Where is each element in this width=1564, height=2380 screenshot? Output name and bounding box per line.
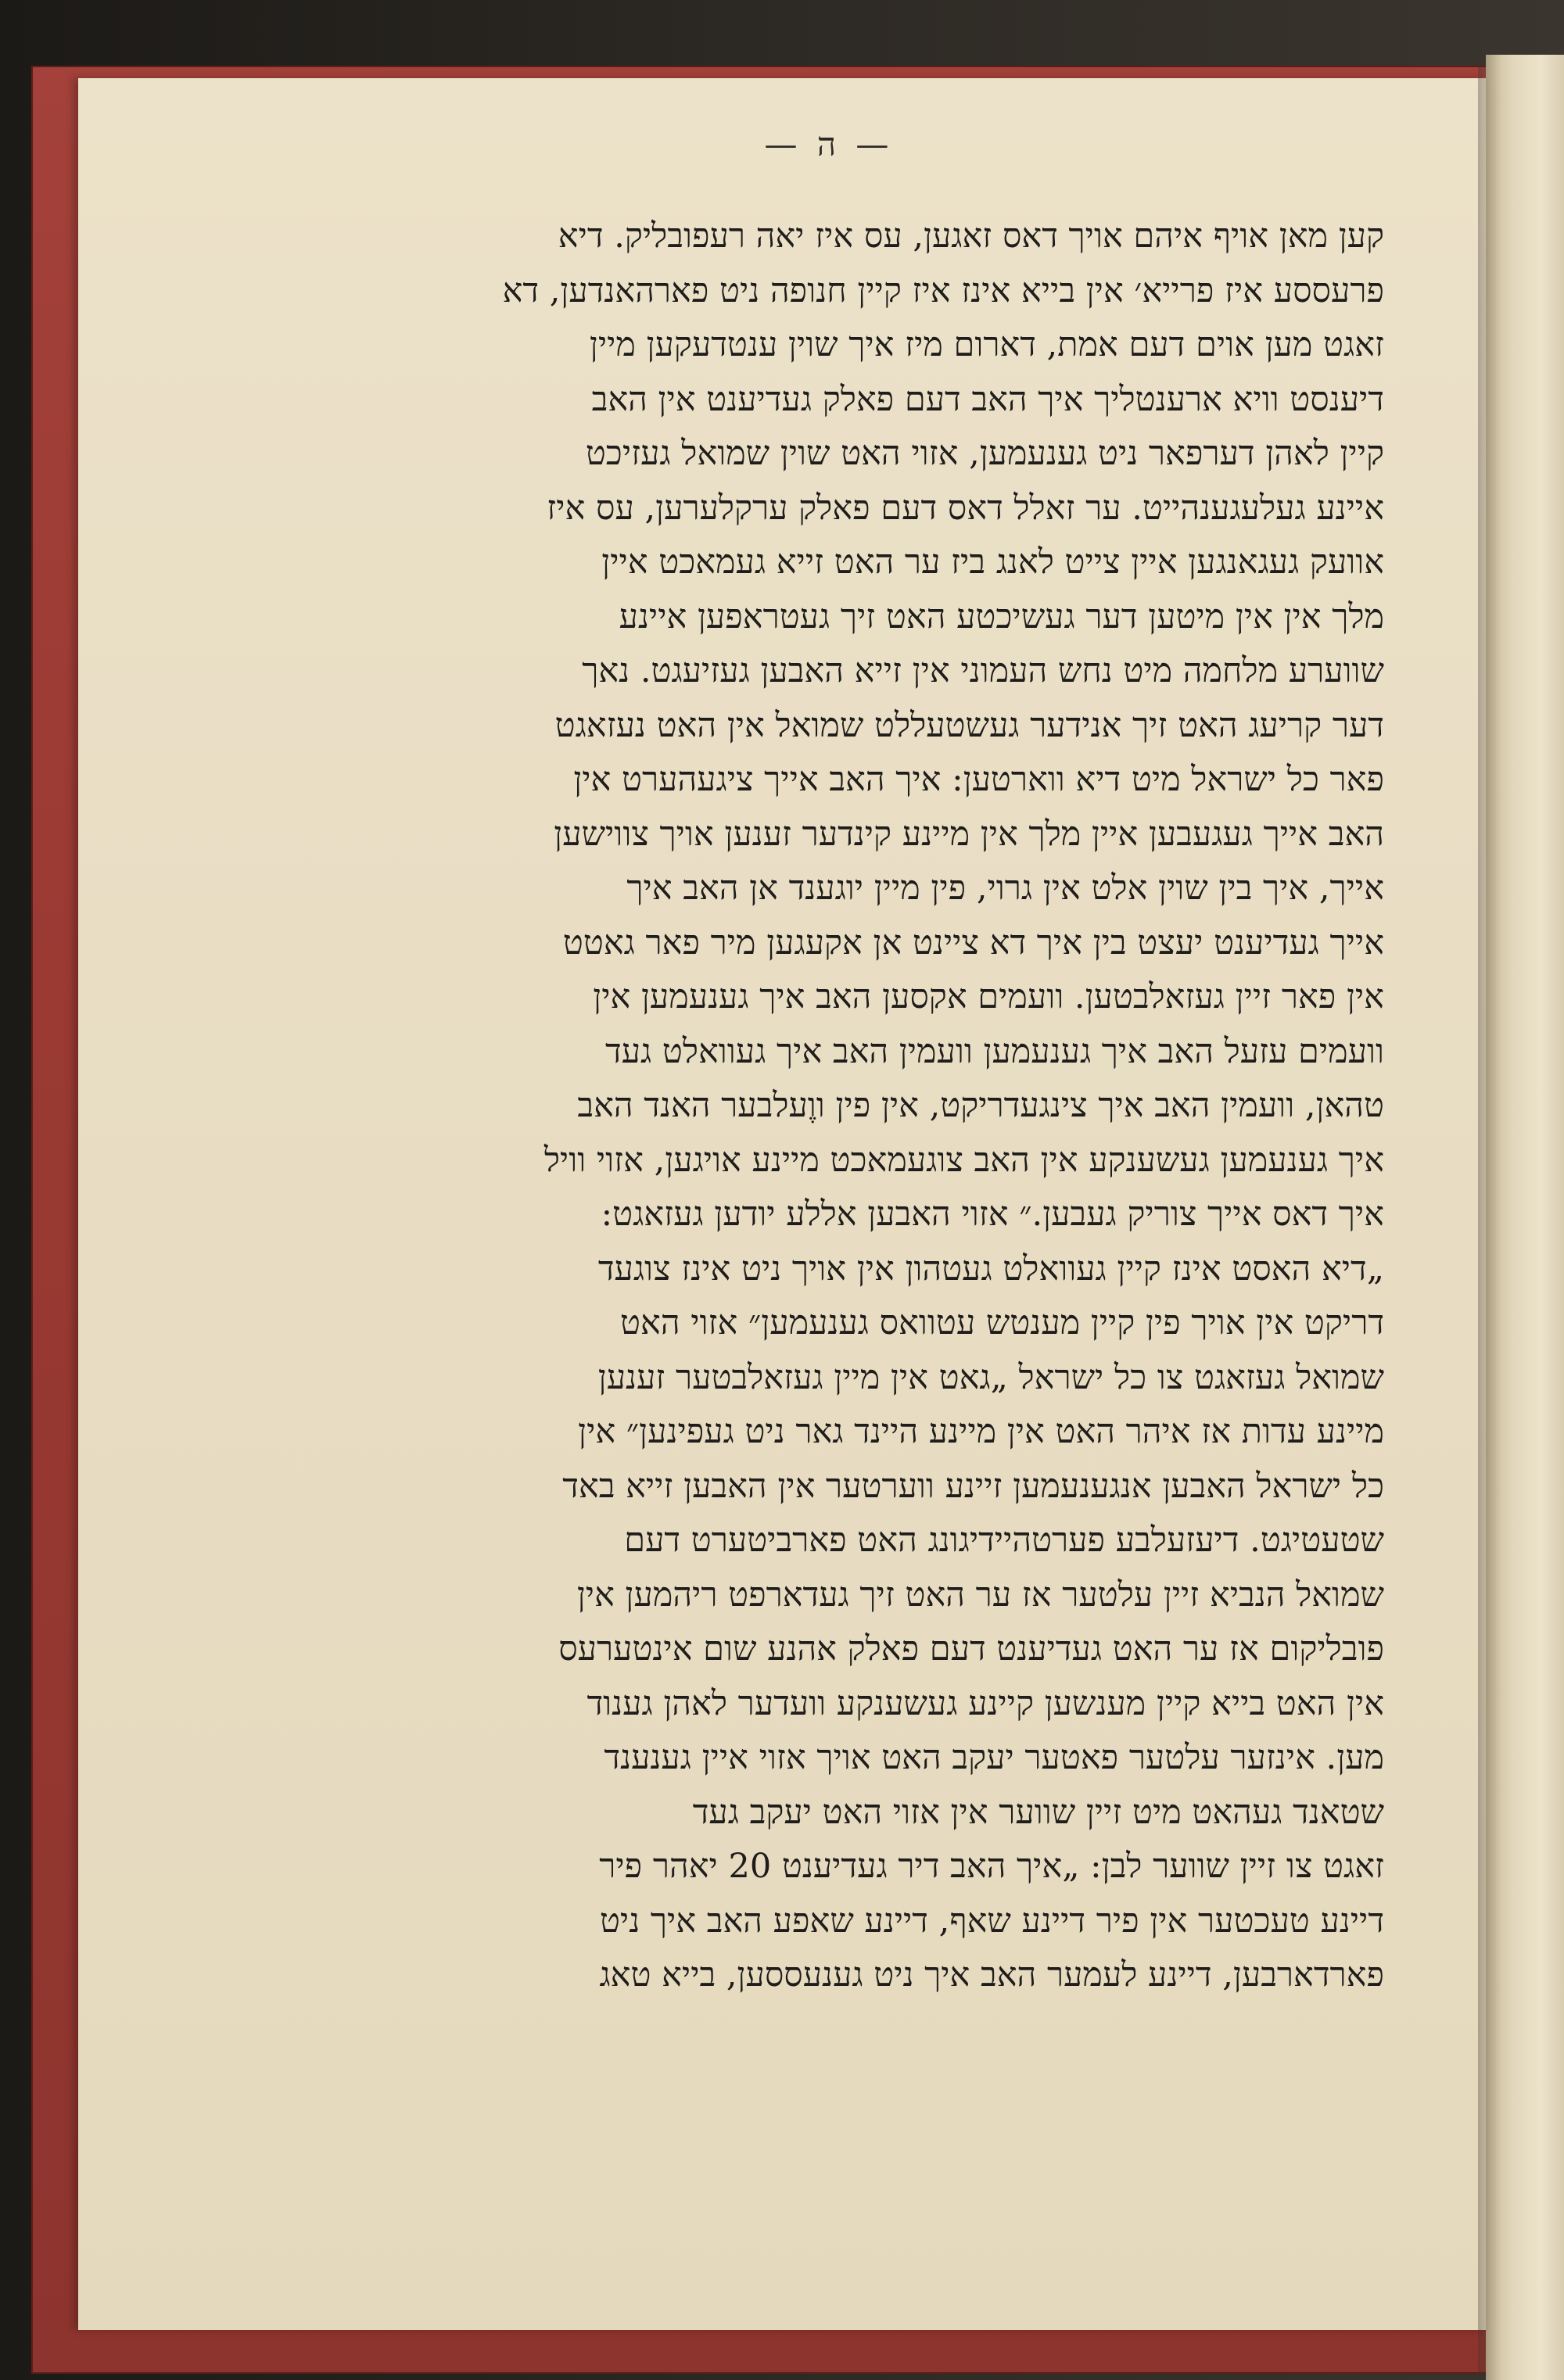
- text-line: דיינע טעכטער אין פיר דיינע שאף, דיינע שאפע האב איך ניט: [599, 1901, 1384, 1941]
- text-line: פארדארבען, דיינע לעמער האב איך ניט גענעססען, בייא טאג: [599, 1955, 1384, 1995]
- text-line: אין האט בייא קיין מענשען קיינע געשענקע וועדער לאהן גענוד: [586, 1683, 1384, 1723]
- text-line: זאגט מען אוים דעם אמת, דארום מיז איך שוין ענטדעקען מיין: [589, 325, 1384, 364]
- text-line: כל ישראל האבען אנגענעמען זיינע ווערטער אין האבען זייא באד: [562, 1466, 1384, 1506]
- text-line: האב אייך געגעבען איין מלך אין מיינע קינדער זענען אויך צווישען: [554, 814, 1384, 854]
- text-line: שווערע מלחמה מיט נחש העמוני אין זייא האבען געזיעגט. נאך: [582, 651, 1384, 690]
- binding-shadow: [1478, 55, 1501, 2380]
- text-line: מלך אין אין מיטען דער געשיכטע האט זיך געטראפען איינע: [619, 597, 1384, 636]
- text-line: מיינע עדות אז איהר האט אין מיינע היינד גאר ניט געפינען״ אין: [578, 1412, 1384, 1451]
- text-line: אייך, איך בין שוין אלט אין גרוי, פין מיין יוגענד אן האב איך: [626, 869, 1384, 908]
- text-line: פרעססע איז פרייא׳ אין בייא אינז איז קיין חנופה ניט פארהאנדען, דא: [502, 271, 1384, 310]
- text-line: טהאן, וועמין האב איך צינגעדריקט, אין פין ווֶעלבער האנד האב: [577, 1086, 1384, 1125]
- text-line: איך גענעמען געשענקע אין האב צוגעמאכט מיינע אויגען, אזוי וויל: [543, 1140, 1384, 1180]
- text-line: „דיא האסט אינז קיין געוואלט געטהון אין אויך ניט אינז צוגעד: [597, 1249, 1384, 1289]
- text-line: אוועק געגאנגען איין צייט לאנג ביז ער האט זייא געמאכט איין: [601, 543, 1384, 582]
- text-line: קען מאן אויף איהם אויך דאס זאגען, עס איז יאה רעפובליק. דיא: [558, 217, 1384, 256]
- text-line: אייך געדיענט יעצט בין איך דא ציינט אן אקעגען מיר פאר גאטט: [562, 923, 1384, 962]
- text-line: שמואל געזאגט צו כל ישראל „גאט אין מיין געזאלבטער זענען: [597, 1357, 1384, 1397]
- text-line: שטעטיגט. דיעזעלבע פערטהיידיגונג האט פארביטערט דעם: [624, 1521, 1384, 1560]
- text-line: דער קריעג האט זיך אנידער געשטעללט שמואל אין האט נעזאגט: [554, 705, 1384, 745]
- text-line: איך דאס אייך צוריק געבען.״ אזוי האבען אללע יודען געזאגט:: [601, 1195, 1384, 1234]
- text-line: פובליקום אז ער האט געדיענט דעם פאלק אהנע שום אינטערעס: [558, 1629, 1384, 1669]
- text-line: איינע געלעגענהייט. ער זאלל דאס דעם פאלק ערקלערען, עס איז: [547, 488, 1384, 528]
- page-number-header: — ה —: [764, 125, 894, 163]
- text-line: דריקט אין אויך פין קיין מענטש עטוואס גענעמען״ אזוי האט: [620, 1303, 1384, 1342]
- text-line: שמואל הנביא זיין עלטער אז ער האט זיך געדארפט ריהמען אין: [576, 1575, 1384, 1615]
- text-line: וועמים עזעל האב איך גענעמען וועמין האב איך געוואלט געד: [605, 1031, 1384, 1071]
- text-line: מען. אינזער עלטער פאטער יעקב האט אויך אזוי איין גענענד: [604, 1738, 1384, 1777]
- body-text: [270, 210, 1384, 2003]
- text-line: דיענסט וויא ארענטליך איך האב דעם פאלק געדיענט אין האב: [591, 379, 1384, 419]
- text-line: זאגט צו זיין שווער לבן: „איך האב דיר געדיענט 20 יאהר פיר: [599, 1847, 1384, 1886]
- text-line: פאר כל ישראל מיט דיא ווארטען: איך האב אייך ציגעהערט אין: [573, 760, 1384, 799]
- text-line: קיין לאהן דערפאר ניט גענעמען, אזוי האט שוין שמואל געזיכט: [585, 434, 1384, 473]
- text-line: אין פאר זיין געזאלבטען. וועמים אקסען האב איך גענעמען אין: [593, 977, 1384, 1016]
- text-line: שטאנד געהאט מיט זיין שווער אין אזוי האט יעקב געד: [692, 1792, 1384, 1832]
